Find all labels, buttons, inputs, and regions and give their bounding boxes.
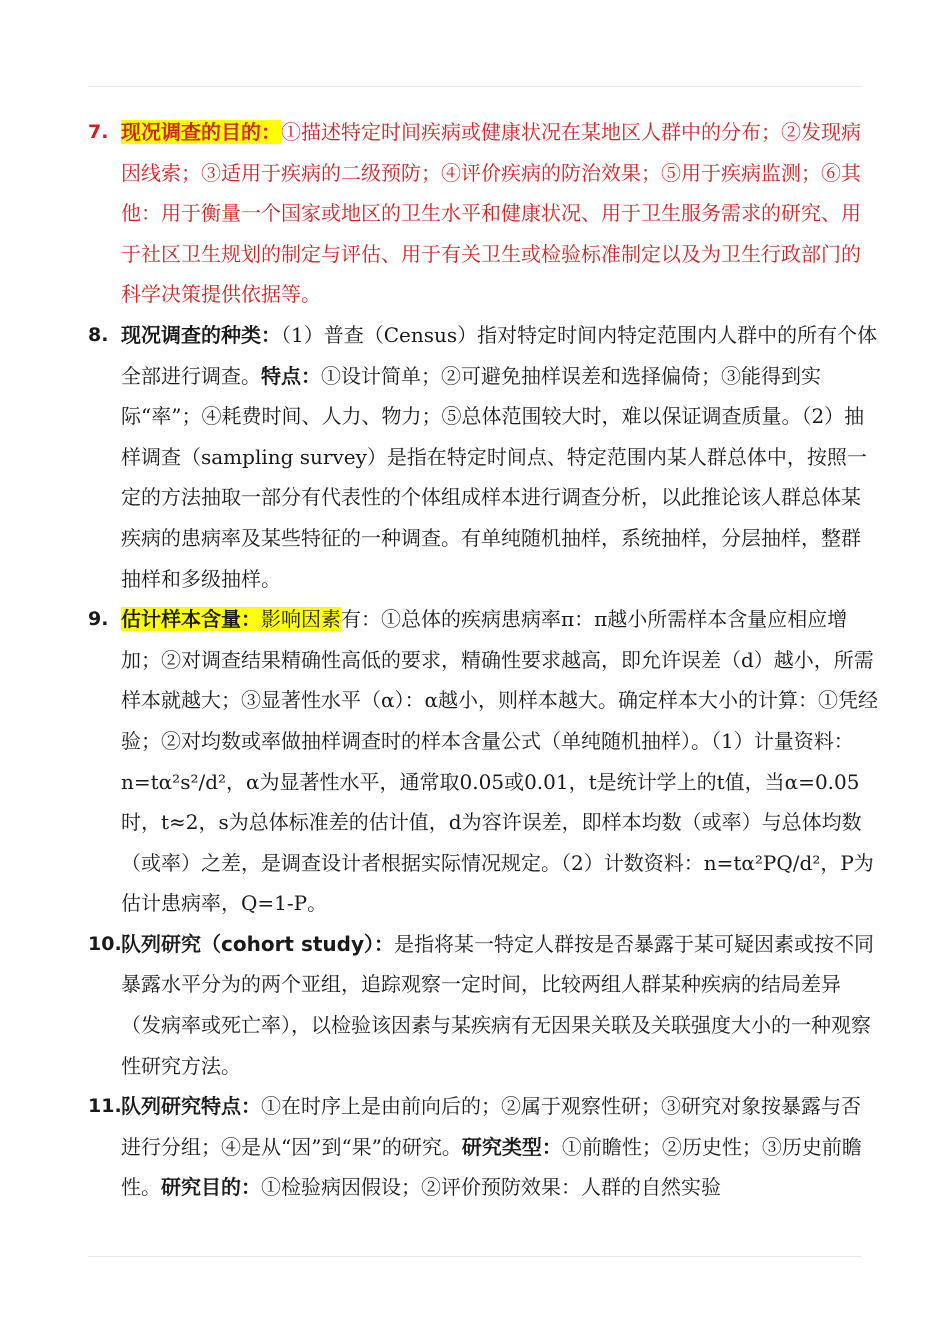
item-body: ①设计简单；②可避免抽样误差和选择偏倚；③能得到实际“率”；④耗费时间、人力、物力；⑤总体范围较大时，难以保证调查质量。（2）抽样调查（sampling survey）是指在特定时间点、特定范围内某人群总体中，按照一定的方法抽取一部分有代表性的个体组成样本进行调查分析，以此推论该人群总体某疾病的患病率及某些特征的一种调查。有单纯随机抽样，系统抽样，分层抽样，整群抽样和多级抽样。 xyxy=(121,363,867,591)
item-heading: 队列研究（cohort study）： xyxy=(121,931,395,956)
item-number: 7. xyxy=(88,121,109,143)
document-body xyxy=(88,112,878,1208)
item-subheading: 研究目的： xyxy=(161,1175,261,1200)
item-body: ①在时序上是由前向后的；②属于观察性研；③研究对象按暴露与否进行分组；④是从“因”到“果”的研究。 xyxy=(121,1094,861,1159)
header-rule xyxy=(88,86,862,87)
item-number: 11. xyxy=(88,1095,122,1118)
item-subheading: 研究类型： xyxy=(461,1134,562,1159)
item-subheading: 特点： xyxy=(261,363,321,388)
item-body: ①描述特定时间疾病或健康状况在某地区人群中的分布；②发现病因线索；③适用于疾病的二级预防；④评价疾病的防治效果；⑤用于疾病监测；⑥其他：用于衡量一个国家或地区的卫生水平和健康状况、用于卫生服务需求的研究、用于社区卫生规划的制定与评估、用于有关卫生或检验标准制定以及为卫生行政部门的科学决策提供依据等。 xyxy=(121,120,861,307)
list-item-9 xyxy=(88,599,878,924)
item-highlight: 影响因素 xyxy=(261,607,341,632)
item-body: 是指将某一特定人群按是否暴露于某可疑因素或按不同暴露水平分为的两个亚组，追踪观察一定时间，比较两组人群某种疾病的结局差异（发病率或死亡率），以检验该因素与某疾病有无因果关联及关联强度大小的一种观察性研究方法。 xyxy=(121,931,875,1078)
item-heading: 队列研究特点： xyxy=(121,1094,261,1119)
item-body: ①前瞻性；②历史性；③历史前瞻性。 xyxy=(121,1134,862,1200)
item-body: ①检验病因假设；②评价预防效果：人群的自然实验 xyxy=(261,1175,721,1200)
item-number: 8. xyxy=(88,323,109,346)
item-number: 10. xyxy=(88,932,122,955)
list-item-8 xyxy=(88,315,878,599)
list-item-10 xyxy=(88,924,878,1086)
item-heading: 现况调查的目的： xyxy=(121,120,281,144)
item-heading: 现况调查的种类： xyxy=(121,322,281,347)
item-heading: 估计样本含量： xyxy=(121,607,261,632)
list-item-11 xyxy=(88,1086,878,1208)
item-body: 有：①总体的疾病患病率π：π越小所需样本含量应相应增加；②对调查结果精确性高低的要求，精确性要求越高，即允许误差（d）越小，所需样本就越大；③显著性水平（α）：α越小，则样本越大。确定样本大小的计算：①凭经验；②对均数或率做抽样调查时的样本含量公式（单纯随机抽样）。（1）计量资料：n=tα²s²/d²，α为显著性水平，通常取0.05或0.01，t是统计学上的t值，当α=0.05时，t≈2，s为总体标准差的估计值，d为容许误差，即样本均数（或率）与总体均数（或率）之差，是调查设计者根据实际情况规定。（2）计数资料：n=tα²PQ/d²，P为估计患病率，Q=1-P。 xyxy=(121,607,879,916)
footer-rule xyxy=(88,1256,862,1257)
list-item-7 xyxy=(88,112,878,315)
item-body: （1）普查（Census）指对特定时间内特定范围内人群中的所有个体全部进行调查。 xyxy=(121,322,878,388)
item-number: 9. xyxy=(88,608,109,631)
